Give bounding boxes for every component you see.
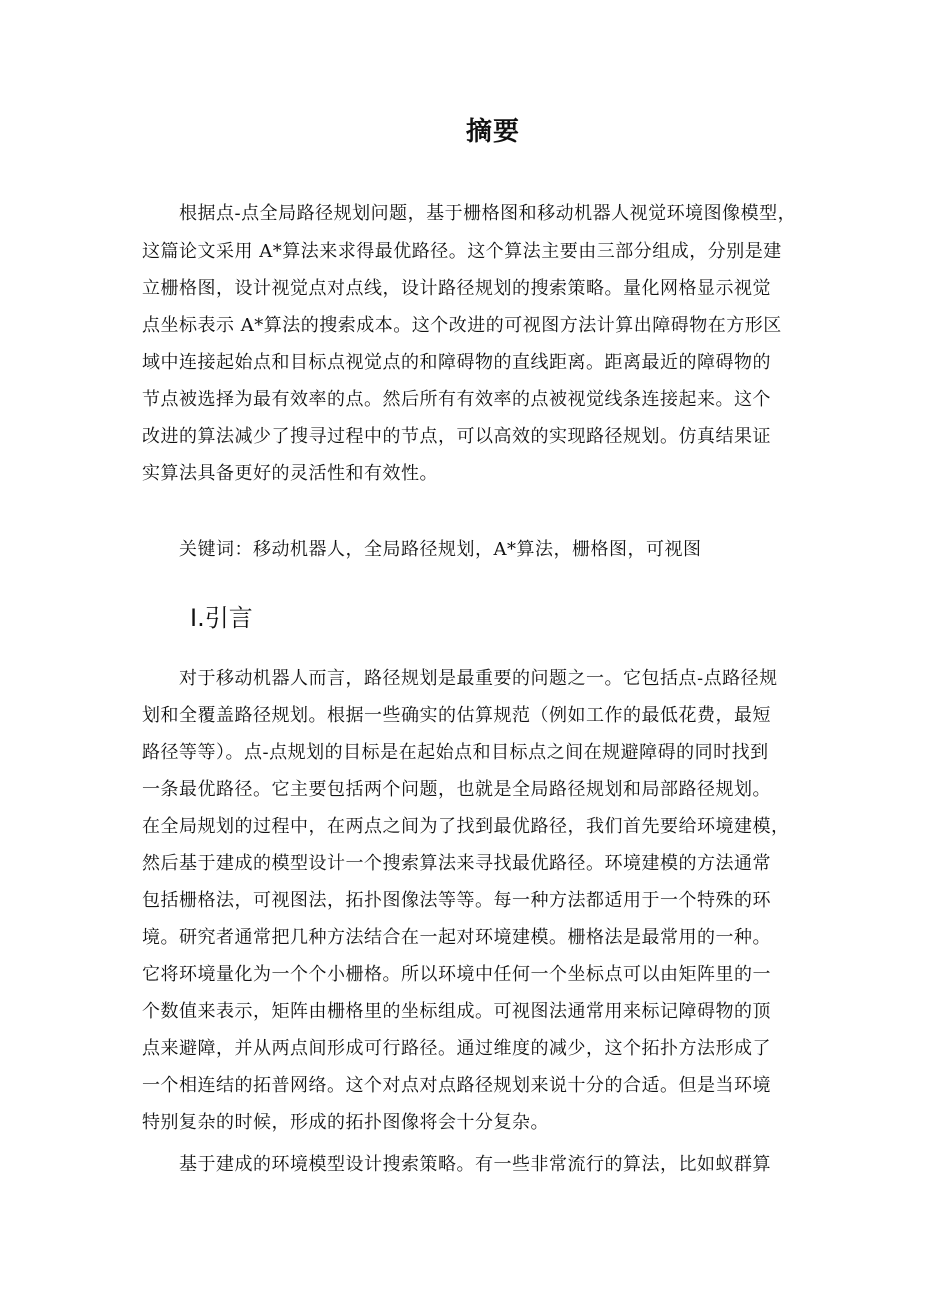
body-line: 然后基于建成的模型设计一个搜索算法来寻找最优路径。环境建模的方法通常 <box>142 853 771 874</box>
abstract-line: 点坐标表示 A*算法的搜索成本。这个改进的可视图方法计算出障碍物在方形区 <box>142 315 782 336</box>
body-line: 一条最优路径。它主要包括两个问题，也就是全局路径规划和局部路径规划。 <box>142 779 771 800</box>
body-line: 点来避障，并从两点间形成可行路径。通过维度的减少，这个拓扑方法形成了 <box>142 1038 771 1059</box>
abstract-line: 立栅格图，设计视觉点对点线，设计路径规划的搜索策略。量化网格显示视觉 <box>142 278 771 299</box>
body-line: 包括栅格法，可视图法，拓扑图像法等等。每一种方法都适用于一个特殊的环 <box>142 890 771 911</box>
abstract-line: 节点被选择为最有效率的点。然后所有有效率的点被视觉线条连接起来。这个 <box>142 389 771 410</box>
body-line: 划和全覆盖路径规划。根据一些确实的估算规范（例如工作的最低花费，最短 <box>142 705 771 726</box>
abstract-line: 实算法具备更好的灵活性和有效性。 <box>142 463 438 484</box>
body-line: 个数值来表示，矩阵由栅格里的坐标组成。可视图法通常用来标记障碍物的顶 <box>142 1001 771 1022</box>
abstract-line: 域中连接起始点和目标点视觉点的和障碍物的直线距离。距离最近的障碍物的 <box>142 352 771 373</box>
body-line: 一个相连结的拓普网络。这个对点对点路径规划来说十分的合适。但是当环境 <box>142 1075 771 1096</box>
body-line: 特别复杂的时候，形成的拓扑图像将会十分复杂。 <box>142 1112 549 1133</box>
body-line: 在全局规划的过程中，在两点之间为了找到最优路径，我们首先要给环境建模， <box>142 816 790 837</box>
abstract-line: 改进的算法减少了搜寻过程中的节点，可以高效的实现路径规划。仿真结果证 <box>142 426 771 447</box>
abstract-title: 摘要 <box>465 117 520 147</box>
abstract-line: 这篇论文采用 A*算法来求得最优路径。这个算法主要由三部分组成，分别是建 <box>142 241 782 262</box>
body-line: 对于移动机器人而言，路径规划是最重要的问题之一。它包括点-点路径规 <box>179 668 778 689</box>
body-line: 境。研究者通常把几种方法结合在一起对环境建模。栅格法是最常用的一种。 <box>142 927 771 948</box>
abstract-line: 根据点-点全局路径规划问题，基于栅格图和移动机器人视觉环境图像模型， <box>179 203 797 224</box>
section-heading: Ⅰ.引言 <box>190 604 253 632</box>
body-line: 基于建成的环境模型设计搜索策略。有一些非常流行的算法，比如蚁群算 <box>179 1154 771 1175</box>
body-line: 它将环境量化为一个个小栅格。所以环境中任何一个坐标点可以由矩阵里的一 <box>142 964 771 985</box>
keywords-line: 关键词：移动机器人，全局路径规划，A*算法，栅格图，可视图 <box>179 539 702 560</box>
body-line: 路径等等）。点-点规划的目标是在起始点和目标点之间在规避障碍的同时找到 <box>142 742 769 763</box>
